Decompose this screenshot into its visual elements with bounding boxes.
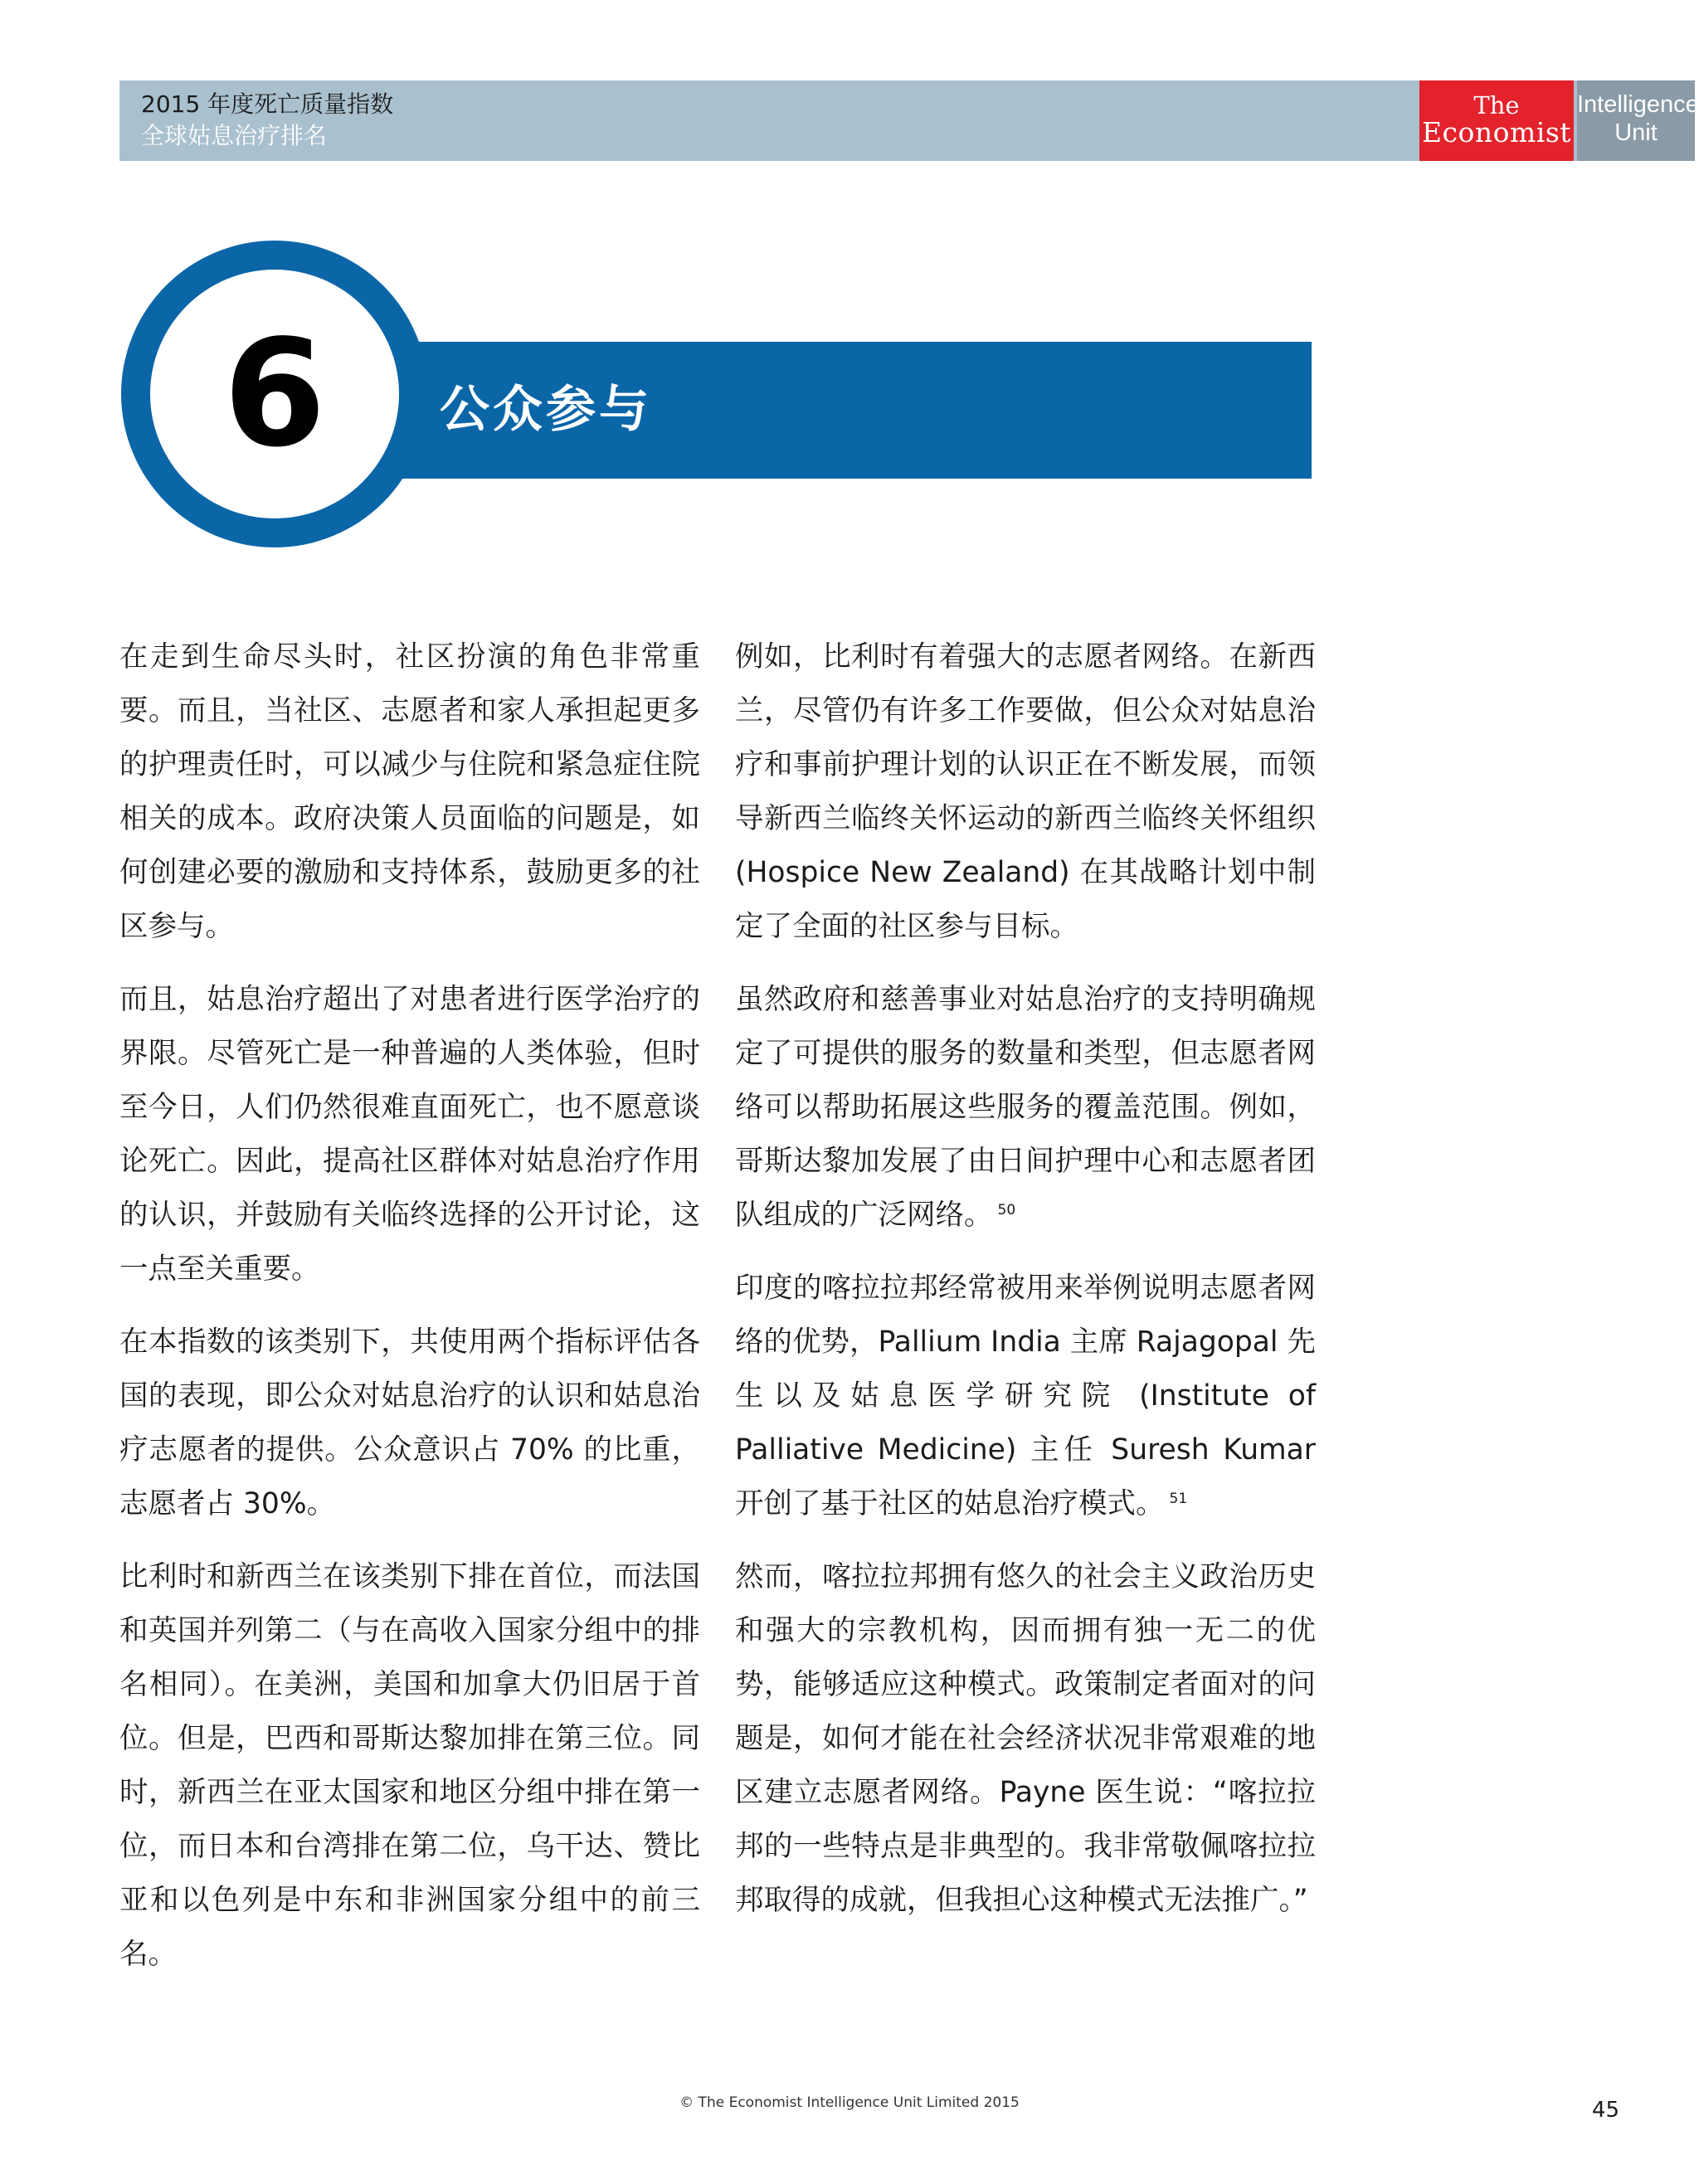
paragraph	[735, 1550, 1316, 1928]
page-number: 45	[1591, 2098, 1619, 2123]
paragraph	[735, 1262, 1316, 1531]
economist-logo	[1419, 80, 1574, 161]
footnote-marker[interactable]: 51	[1169, 1491, 1188, 1507]
paragraph	[735, 973, 1316, 1243]
logo-unit-text: Unit	[1614, 119, 1658, 146]
footnote-marker[interactable]: 50	[997, 1202, 1016, 1218]
left-text-column	[119, 630, 700, 2001]
section-number-ring	[121, 241, 428, 547]
section-number-disc	[150, 270, 399, 518]
section-title-bar	[315, 342, 1312, 479]
section-title: 公众参与	[440, 381, 652, 439]
eiu-logo	[1577, 80, 1699, 161]
logo-intelligence-text: Intelligence	[1577, 91, 1699, 118]
paragraph: 比利时和新西兰在该类别下排在首位，而法国和英国并列第二（与在高收入国家分组中的排名相同）。在美洲，美国和加拿大仍旧居于首位。但是，巴西和哥斯达黎加排在第三位。同时，新西兰在亚太国家和地区分组中排在第一位，而日本和台湾排在第二位，乌干达、赞比亚和以色列是中东和非洲国家分组中的前三名。	[119, 1560, 700, 1971]
logo-economist-text: Economist	[1421, 116, 1572, 148]
section-number: 6	[223, 308, 326, 479]
page-header	[119, 80, 1699, 161]
right-text-column	[735, 630, 1316, 1947]
paragraph: 而且，姑息治疗超出了对患者进行医学治疗的界限。尽管死亡是一种普遍的人类体验，但时至今日，人们仍然很难直面死亡，也不愿意谈论死亡。因此，提高社区群体对姑息治疗作用的认识，并鼓励有关临终选择的公开讨论，这一点至关重要。	[119, 983, 700, 1286]
paragraph-text: 印度的喀拉拉邦经常被用来举例说明志愿者网络的优势，Pallium India 主席 Rajagopal 先生以及姑息医学研究院 (Institute of Palliative Medicine) 主任 Suresh Kumar 开创了基于社区的姑息治疗模式。	[735, 1272, 1316, 1520]
copyright-notice: © The Economist Intelligence Unit Limited 2015	[679, 2094, 1020, 2111]
report-title: 2015 年度死亡质量指数	[141, 90, 394, 118]
paragraph-text: 虽然政府和慈善事业对姑息治疗的支持明确规定了可提供的服务的数量和类型，但志愿者网络可以帮助拓展这些服务的覆盖范围。例如，哥斯达黎加发展了由日间护理中心和志愿者团队组成的广泛网络。	[735, 983, 1316, 1232]
paragraph: 在走到生命尽头时，社区扮演的角色非常重要。而且，当社区、志愿者和家人承担起更多的护理责任时，可以减少与住院和紧急症住院相关的成本。政府决策人员面临的问题是，如何创建必要的激励和支持体系，鼓励更多的社区参与。	[119, 640, 700, 943]
paragraph-text: 例如，比利时有着强大的志愿者网络。在新西兰，尽管仍有许多工作要做，但公众对姑息治疗和事前护理计划的认识正在不断发展，而领导新西兰临终关怀运动的新西兰临终关怀组织 (Hospice New Zealand) 在其战略计划中制定了全面的社区参与目标。	[735, 640, 1316, 943]
report-subtitle: 全球姑息治疗排名	[141, 122, 328, 149]
logo-the-text: The	[1473, 91, 1520, 119]
paragraph-text: 然而，喀拉拉邦拥有悠久的社会主义政治历史和强大的宗教机构，因而拥有独一无二的优势，能够适应这种模式。政策制定者面对的问题是，如何才能在社会经济状况非常艰难的地区建立志愿者网络。Payne 医生说：“喀拉拉邦的一些特点是非典型的。我非常敬佩喀拉拉邦取得的成就，但我担心这种模式无法推广。”	[735, 1560, 1316, 1917]
paragraph: 在本指数的该类别下，共使用两个指标评估各国的表现，即公众对姑息治疗的认识和姑息治疗志愿者的提供。公众意识占 70% 的比重，志愿者占 30%。	[119, 1325, 700, 1520]
paragraph	[735, 630, 1316, 954]
